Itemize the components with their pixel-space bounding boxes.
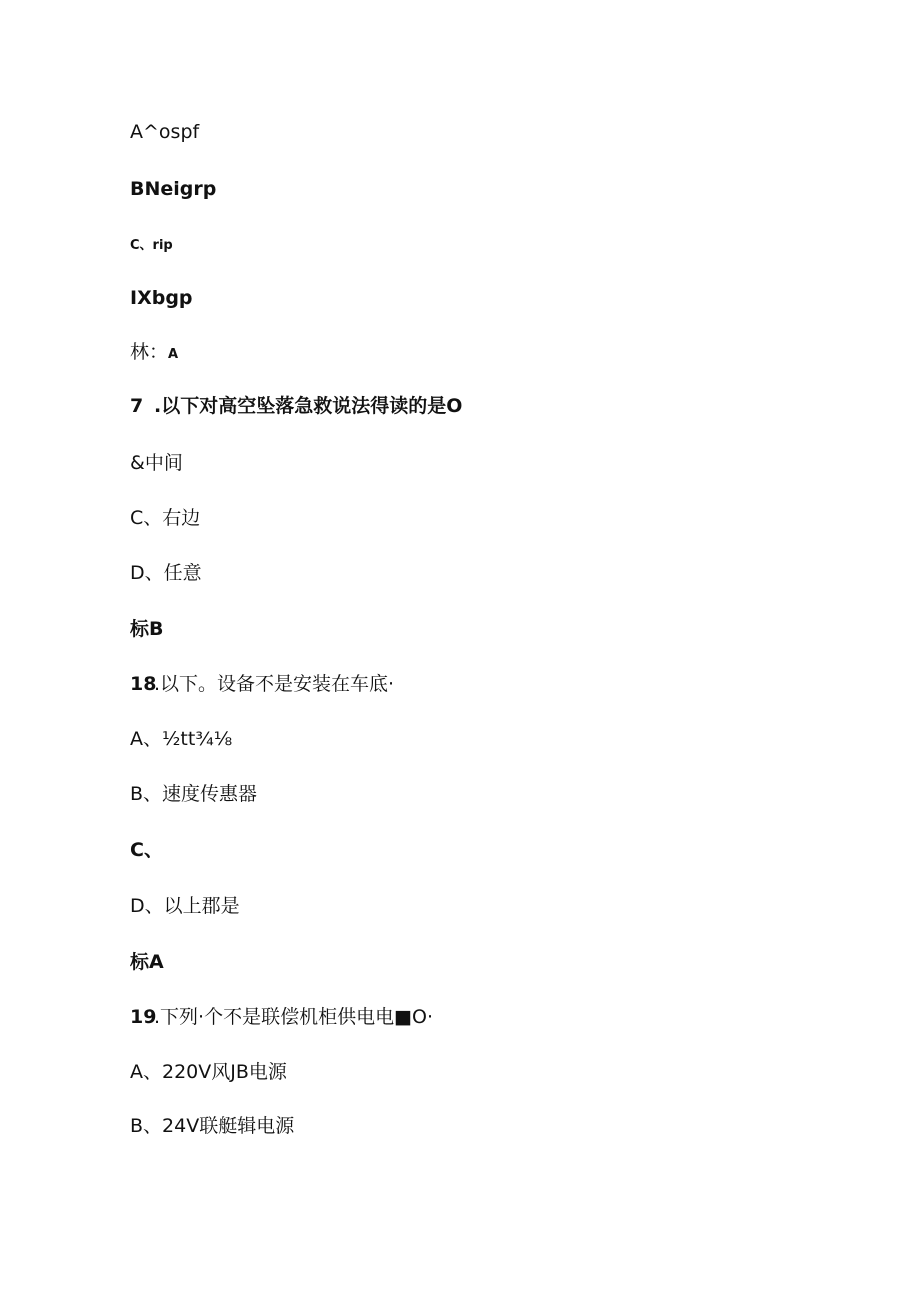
option-d-any: D、任意	[130, 562, 202, 584]
option-b-eigrp: BNeigrp	[130, 178, 217, 200]
option-b-middle: &中间	[130, 452, 183, 474]
option-c-right: C、右边	[130, 507, 201, 529]
option-d-all: D、以上郡是	[130, 895, 240, 917]
question-number: 19	[130, 1006, 157, 1028]
answer-value: A	[168, 347, 179, 362]
option-d-bgp: IXbgp	[130, 287, 193, 309]
question-18	[130, 672, 394, 696]
option-a: A、½tt¾⅛	[130, 728, 233, 750]
answer-line-1	[130, 340, 178, 367]
question-number: 7	[130, 395, 144, 417]
option-a-ospf: A^ospf	[130, 121, 200, 143]
answer-line-2: 标B	[130, 618, 164, 640]
option-b-24v: B、24V联艇辑电源	[130, 1115, 295, 1137]
question-number: 18	[130, 673, 157, 695]
answer-label: 林：	[130, 341, 169, 363]
answer-line-3: 标A	[130, 951, 164, 973]
option-c-rip: C、rip	[130, 238, 173, 253]
question-text: .以下对高空坠落急救说法得读的是O	[154, 395, 463, 417]
question-17	[130, 394, 462, 418]
question-19	[130, 1005, 433, 1029]
question-text: .以下。设备不是安装在车底·	[154, 673, 395, 695]
option-b-speed-sensor: B、速度传惠器	[130, 783, 258, 805]
option-c-empty: C、	[130, 839, 163, 861]
question-text: .下列·个不是联偿机柜供电电■O·	[154, 1006, 434, 1028]
option-a-220v: A、220V风JB电源	[130, 1061, 287, 1083]
